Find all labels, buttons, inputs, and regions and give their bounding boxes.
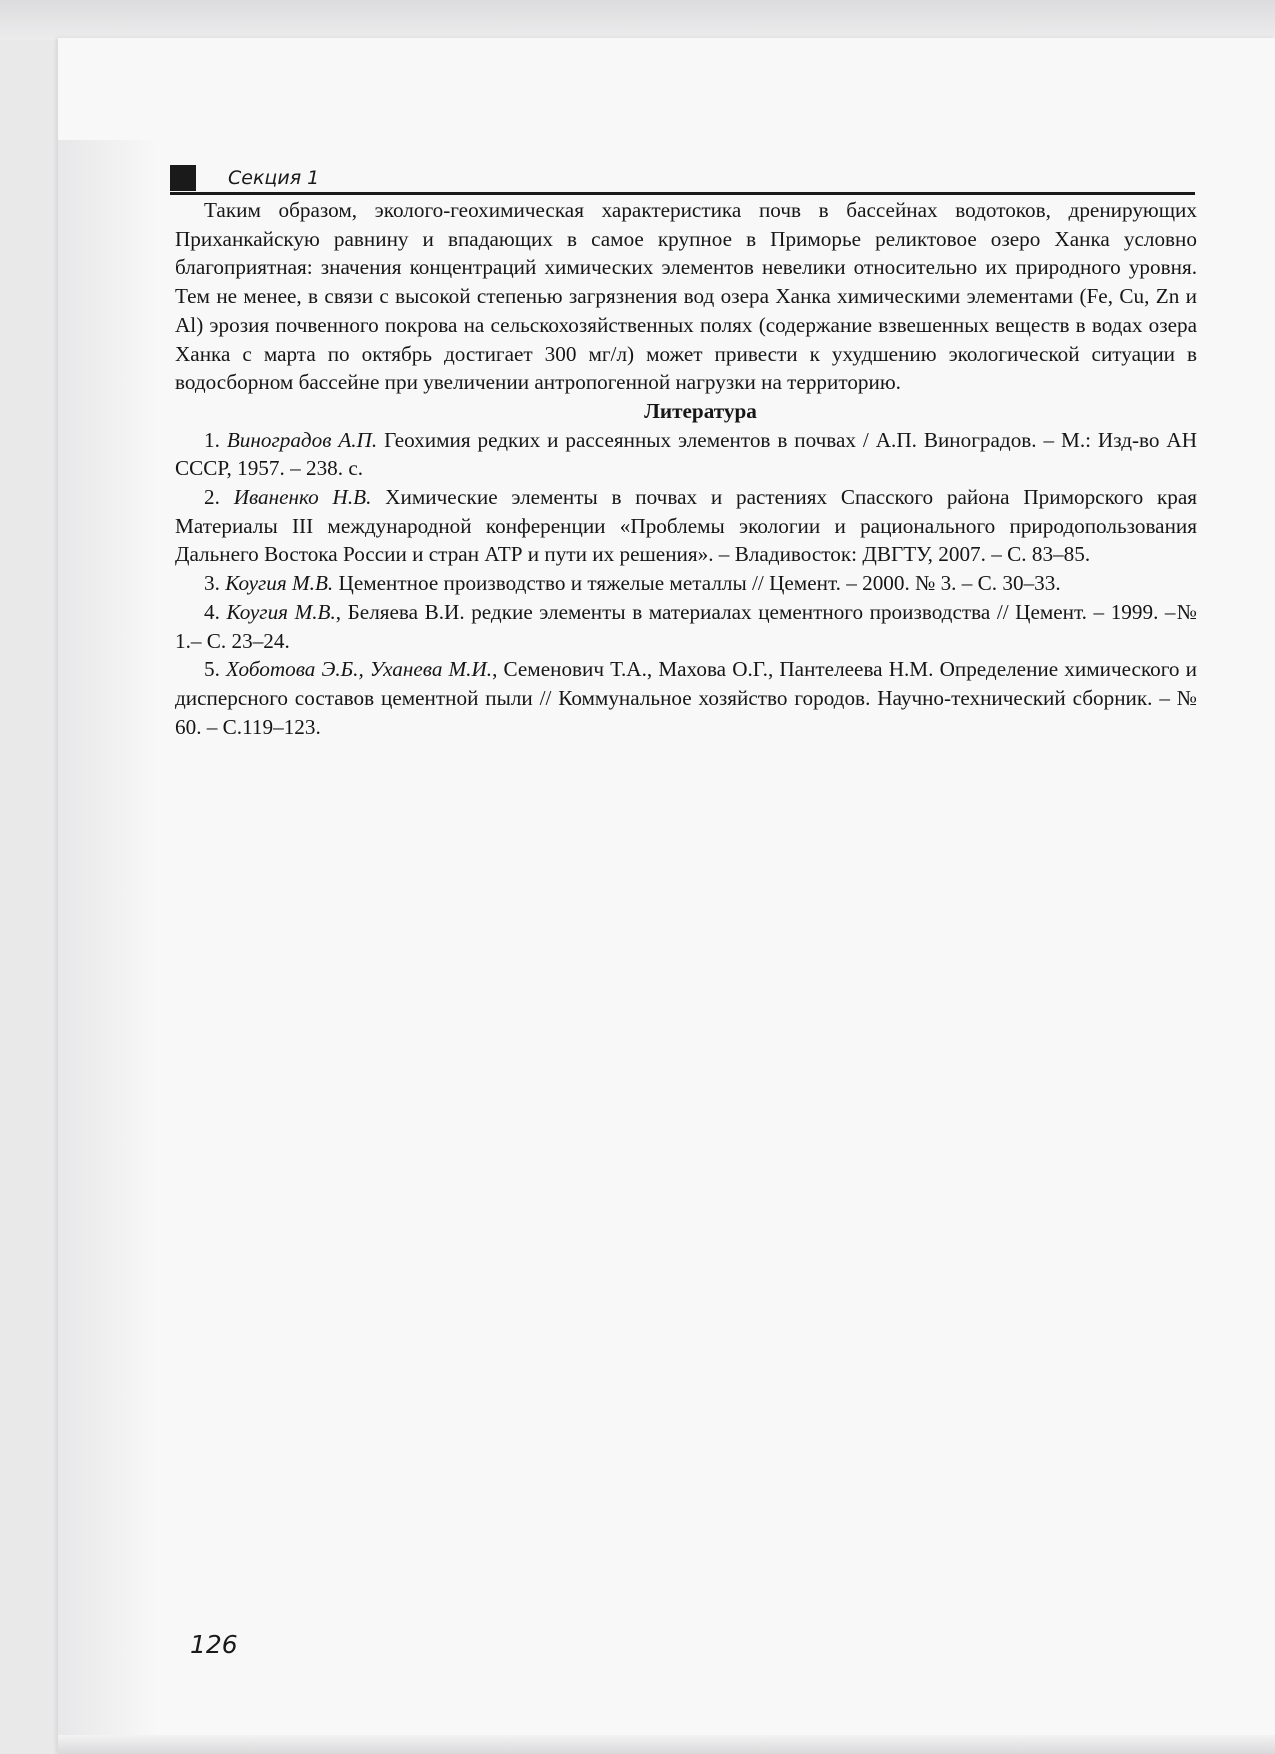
reference-number: 2.	[204, 485, 234, 510]
reference-3	[175, 569, 1197, 598]
reference-2	[175, 483, 1197, 569]
reference-authors: Виноградов А.П.	[226, 427, 378, 452]
section-label: Секция 1	[228, 167, 320, 189]
reference-5	[175, 655, 1197, 741]
reference-number: 4.	[204, 599, 227, 624]
reference-authors: Хоботова Э.Б., Уханева М.И.	[226, 657, 493, 682]
reference-text: Геохимия редких и рассеянных элементов в почвах / А.П. Виноградов. – М.: Изд-во АН СССР, 1957. – 238. с.	[175, 427, 1198, 481]
margin-bleed	[58, 140, 158, 1740]
reference-text: , Беляева В.И. редкие элементы в материалах цементного производства // Цемент. – 1999. –№ 1.– С. 23–24.	[175, 599, 1198, 653]
reference-4	[175, 598, 1197, 655]
running-head	[170, 165, 1195, 193]
reference-authors: Коугия М.В.	[226, 599, 336, 624]
reference-number: 3.	[204, 571, 226, 596]
reference-text: Химические элементы в почвах и растениях Спасского района Приморского края Материалы III международной конференции «Проблемы экологии и рационального природопользования Дальнего Востока России и стран АТР и пути их решения». – Владивосток: ДВГТУ, 2007. – С. 83–85.	[175, 485, 1197, 567]
reference-text: Цементное производство и тяжелые металлы // Цемент. – 2000. № 3. – С. 30–33.	[333, 571, 1061, 596]
scan-top-shadow	[0, 0, 1275, 40]
section-marker-square	[170, 165, 196, 191]
reference-authors: Коугия М.В.	[225, 571, 334, 596]
page-number: 126	[190, 1630, 238, 1659]
reference-authors: Иваненко Н.В.	[233, 485, 372, 510]
reference-text: , Семенович Т.А., Махова О.Г., Пантелеева Н.М. Определение химического и дисперсного составов цементной пыли // Коммунальное хозяйство городов. Научно-технический сборник. – № 60. – С.119–123.	[175, 657, 1197, 739]
header-rule	[170, 192, 1195, 195]
reference-number: 5.	[204, 657, 227, 682]
body-paragraph: Таким образом, эколого-геохимическая характеристика почв в бассейнах водотоков, дренирующих Приханкайскую равнину и впадающих в самое крупное в Приморье реликтовое озеро Ханка условно благоприятная: значения концентраций химических элементов невелики относительно их природного уровня. Тем не менее, в связи с высокой степенью загрязнения вод озера Ханка химическими элементами (Fe, Cu, Zn и Al) эрозия почвенного покрова на сельскохозяйственных полях (содержание взвешенных веществ в водах озера Ханка с марта по октябрь достигает 300 мг/л) может привести к ухудшению экологической ситуации в водосборном бассейне при увеличении антропогенной нагрузки на территорию.	[175, 198, 1197, 395]
literature-heading: Литература	[644, 398, 757, 423]
reference-number: 1.	[204, 427, 227, 452]
reference-1	[175, 426, 1197, 483]
page-content	[175, 196, 1197, 741]
scan-bottom-edge	[58, 1735, 1275, 1754]
